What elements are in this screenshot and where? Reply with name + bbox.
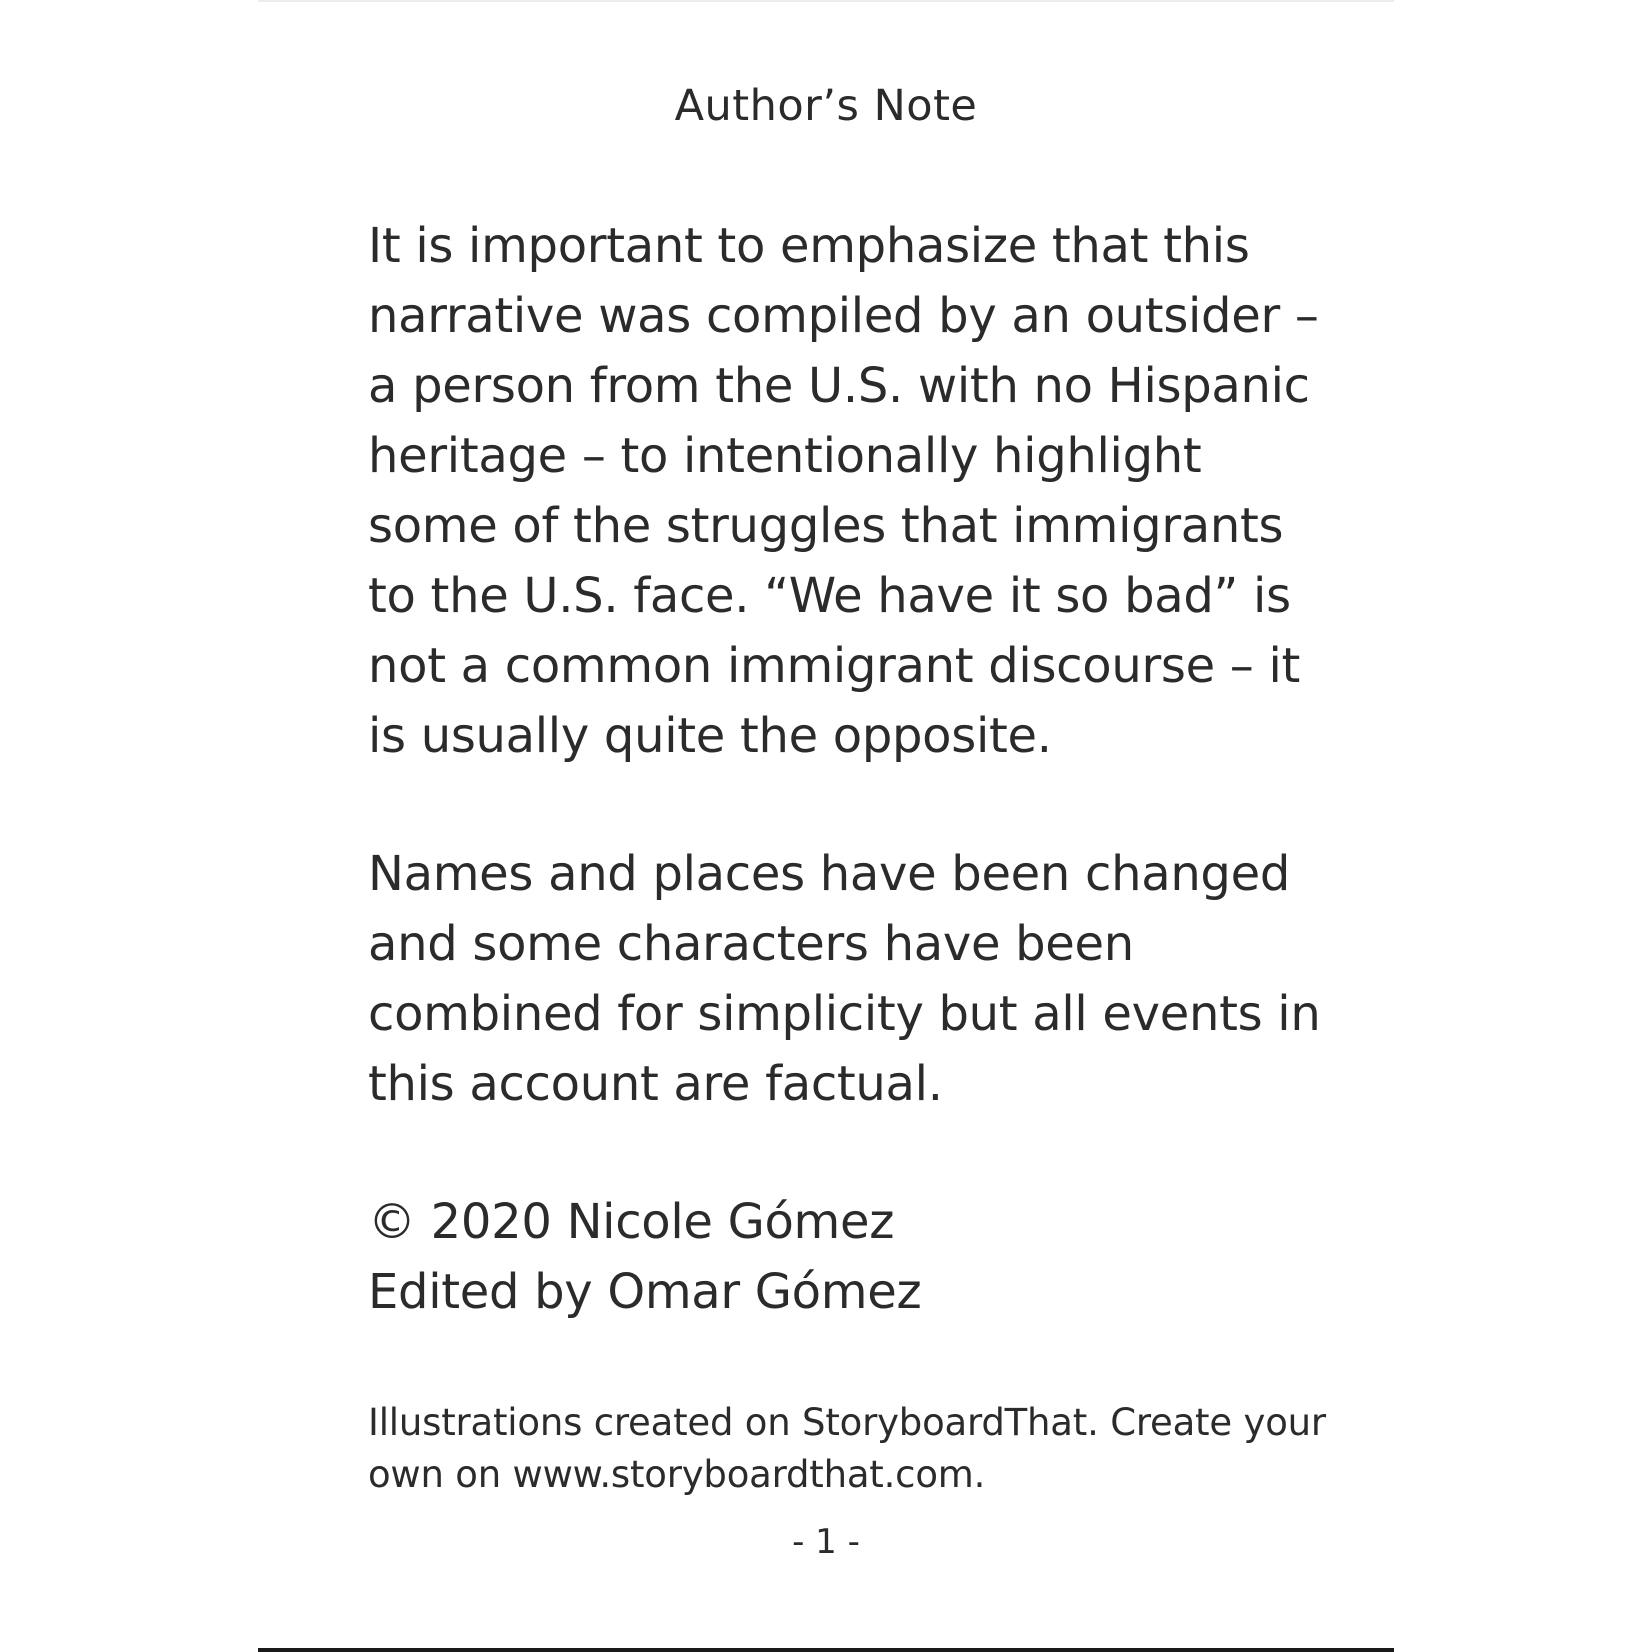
paragraph-line: some of the struggles that immigrants [368, 498, 1284, 554]
paragraph-line: combined for simplicity but all events in [368, 986, 1321, 1042]
paragraph-line: and some characters have been [368, 916, 1134, 972]
illustration-note-line: own on www.storyboardthat.com. [368, 1453, 986, 1496]
editor-line: Edited by Omar Gómez [368, 1264, 922, 1320]
paragraph-line: to the U.S. face. “We have it so bad” is [368, 568, 1291, 624]
page-number: - 1 - [792, 1522, 860, 1562]
paragraph-line: this account are factual. [368, 1056, 943, 1112]
paragraph-line: Names and places have been changed [368, 846, 1291, 902]
paragraph-line: is usually quite the opposite. [368, 708, 1052, 764]
page-title: Author’s Note [674, 81, 978, 131]
illustration-note-line: Illustrations created on StoryboardThat. Create your [368, 1401, 1326, 1444]
page-bottom-edge [258, 1648, 1394, 1652]
paragraph-line: heritage – to intentionally highlight [368, 428, 1202, 484]
copyright-line: © 2020 Nicole Gómez [368, 1194, 895, 1250]
paragraph-line: narrative was compiled by an outsider – [368, 288, 1319, 344]
paragraph-line: a person from the U.S. with no Hispanic [368, 358, 1310, 414]
paragraph-line: It is important to emphasize that this [368, 218, 1250, 274]
paragraph-line: not a common immigrant discourse – it [368, 638, 1301, 694]
page-top-edge [258, 0, 1394, 2]
